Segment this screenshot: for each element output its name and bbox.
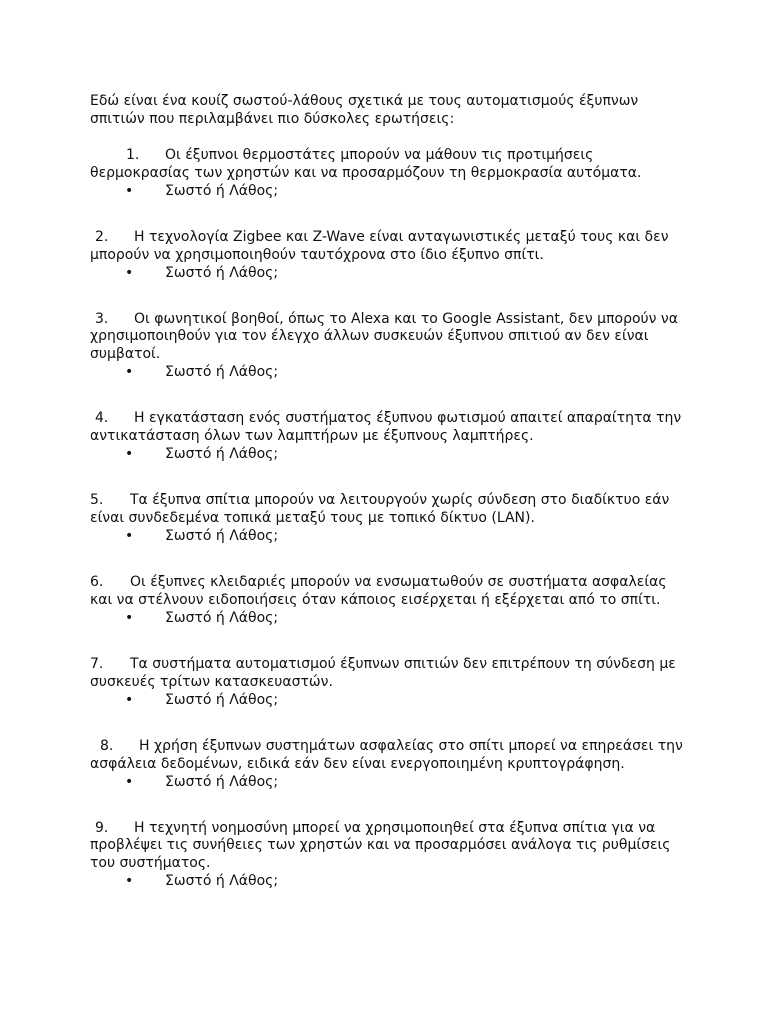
bullet-icon: • [125, 446, 134, 462]
answer-prompt: Σωστό ή Λάθος; [165, 446, 279, 462]
question-text-line: και να στέλνουν ειδοποιήσεις όταν κάποιος εισέρχεται ή εξέρχεται από το σπίτι. [90, 592, 661, 608]
intro-line-1: Εδώ είναι ένα κουίζ σωστού-λάθους σχετικά με τους αυτοματισμούς έξυπνων [90, 93, 639, 109]
question-text-line: Η τεχνολογία Zigbee και Z-Wave είναι ανταγωνιστικές μεταξύ τους και δεν [134, 229, 669, 245]
question-text-line: μπορούν να χρησιμοποιηθούν ταυτόχρονα στο ίδιο έξυπνο σπίτι. [90, 247, 544, 263]
question-text-line: Οι έξυπνοι θερμοστάτες μπορούν να μάθουν τις προτιμήσεις [165, 147, 594, 163]
question-text-line: συσκευές τρίτων κατασκευαστών. [90, 674, 333, 690]
answer-prompt: Σωστό ή Λάθος; [165, 692, 279, 708]
question-text-line: συμβατοί. [90, 346, 161, 362]
question-number: 7. [90, 656, 104, 672]
question-text-line: του συστήματος. [90, 855, 211, 871]
question-text-line: Η τεχνητή νοημοσύνη μπορεί να χρησιμοποιηθεί στα έξυπνα σπίτια για να [134, 820, 656, 836]
question-text-line: Οι έξυπνες κλειδαριές μπορούν να ενσωματωθούν σε συστήματα ασφαλείας [130, 574, 667, 590]
question-number: 2. [95, 229, 109, 245]
question-text-line: Τα συστήματα αυτοματισμού έξυπνων σπιτιών δεν επιτρέπουν τη σύνδεση με [130, 656, 676, 672]
question-number: 1. [126, 147, 140, 163]
question-text-line: Τα έξυπνα σπίτια μπορούν να λειτουργούν χωρίς σύνδεση στο διαδίκτυο εάν [130, 492, 670, 508]
answer-prompt: Σωστό ή Λάθος; [165, 364, 279, 380]
bullet-icon: • [125, 774, 134, 790]
bullet-icon: • [125, 364, 134, 380]
question-text-line: προβλέψει τις συνήθειες των χρηστών και να προσαρμόσει ανάλογα τις ρυθμίσεις [90, 837, 671, 853]
answer-prompt: Σωστό ή Λάθος; [165, 183, 279, 199]
question-text-line: είναι συνδεδεμένα τοπικά μεταξύ τους με τοπικό δίκτυο (LAN). [90, 510, 535, 526]
question-number: 6. [90, 574, 104, 590]
question-text-line: Η εγκατάσταση ενός συστήματος έξυπνου φωτισμού απαιτεί απαραίτητα την [134, 410, 682, 426]
answer-prompt: Σωστό ή Λάθος; [165, 873, 279, 889]
bullet-icon: • [125, 692, 134, 708]
question-text-line: χρησιμοποιηθούν για τον έλεγχο άλλων συσκευών έξυπνου σπιτιού αν δεν είναι [90, 328, 649, 344]
answer-prompt: Σωστό ή Λάθος; [165, 610, 279, 626]
bullet-icon: • [125, 610, 134, 626]
question-number: 5. [90, 492, 104, 508]
question-text-line: Οι φωνητικοί βοηθοί, όπως το Alexa και το Google Assistant, δεν μπορούν να [134, 311, 678, 327]
question-number: 4. [95, 410, 109, 426]
question-number: 3. [95, 311, 109, 327]
question-number: 9. [95, 820, 109, 836]
bullet-icon: • [125, 183, 134, 199]
answer-prompt: Σωστό ή Λάθος; [165, 774, 279, 790]
question-number: 8. [100, 738, 114, 754]
answer-prompt: Σωστό ή Λάθος; [165, 528, 279, 544]
intro-line-2: σπιτιών που περιλαμβάνει πιο δύσκολες ερωτήσεις: [90, 111, 455, 127]
question-text-line: αντικατάσταση όλων των λαμπτήρων με έξυπνους λαμπτήρες. [90, 428, 534, 444]
question-text-line: θερμοκρασίας των χρηστών και να προσαρμόζουν τη θερμοκρασία αυτόματα. [90, 165, 642, 181]
answer-prompt: Σωστό ή Λάθος; [165, 265, 279, 281]
bullet-icon: • [125, 873, 134, 889]
question-text-line: Η χρήση έξυπνων συστημάτων ασφαλείας στο σπίτι μπορεί να επηρεάσει την [139, 738, 683, 754]
question-text-line: ασφάλεια δεδομένων, ειδικά εάν δεν είναι ενεργοποιημένη κρυπτογράφηση. [90, 756, 625, 772]
bullet-icon: • [125, 265, 134, 281]
bullet-icon: • [125, 528, 134, 544]
